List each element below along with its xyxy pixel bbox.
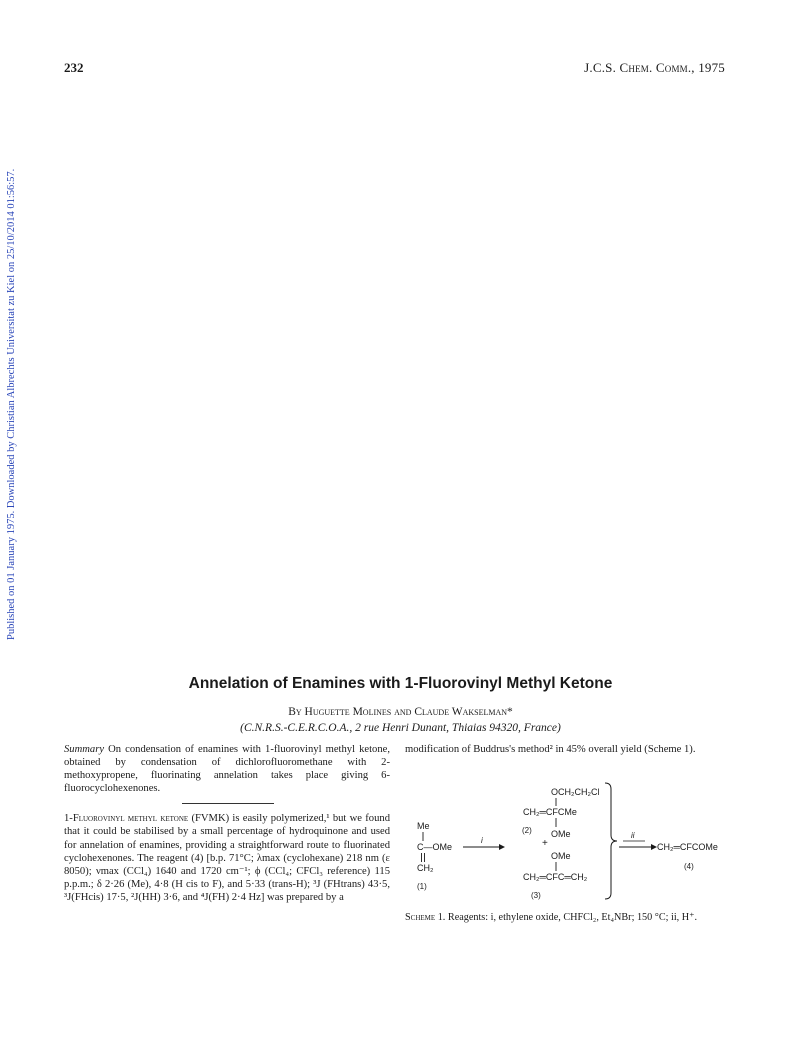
label-ome-2: OMe [551,829,571,839]
left-column [64,743,390,904]
download-notice[interactable]: Published on 01 January 1975. Downloaded by Christian Albrechts Universitat zu Kiel on 25/10/2014 01:56:57. [6,168,17,640]
page-number: 232 [64,60,84,75]
article-authors: By Huguette Molines and Claude Wakselman* [288,706,513,718]
label-compound-4: (4) [684,862,694,871]
label-me: Me [417,821,430,831]
label-ome-3: OMe [551,851,571,861]
summary-label: Summary [64,744,105,755]
body-paragraph: (FVMK) is easily polymerized,¹ but we found that it could be stabilised by a small percentage of hydroquinone and used for annelation of enamines, providing a straightforward route to fluorinated cyclohexenones. The reagent (4) [b.p. 71°C; λmax (cyclohexane) 218 nm (ε 8050); νmax (CCl₄) 1640 and 1720 cm⁻¹; ϕ (CCl₄; CFCl₃ reference) 115 p.p.m.; δ 2·26 (Me), 4·8 (H cis to F), and 5·33 (trans-H); ³J (FHtrans) 43·5, ³J(FHcis) 17·5, ²J(HH) 3·6, and ⁴J(FH) 2·4 Hz] was prepared by a [64,813,390,903]
label-ome-chain: OCH₂CH₂Cl [551,787,600,797]
article-affiliation: (C.N.R.S.-C.E.R.C.O.A., 2 rue Henri Dunant, Thiaias 94320, France) [240,722,561,734]
scheme-caption [405,912,735,925]
label-ch2: CH₂ [417,863,434,873]
body-text [64,812,390,904]
caption-text: Reagents: i, ethylene oxide, CHFCl₂, Et₄NBr; 150 °C; ii, H⁺. [447,912,698,923]
caption-label: Scheme 1. [405,912,446,923]
label-compound-3: (3) [531,891,541,900]
body-lead: 1-Fluorovinyl methyl ketone [64,813,189,825]
label-compound-1: (1) [417,882,427,891]
summary [64,743,390,795]
right-column-text: modification of Buddrus's method² in 45% overall yield (Scheme 1). [405,744,696,755]
summary-text: On condensation of enamines with 1-fluorovinyl methyl ketone, obtained by condensation of dichlorofluoromethane with 2-methoxypropene, fluorinating annelation takes place giving 6-fluorocyclohexenones. [64,744,390,795]
label-ch2-cfcme: CH₂═CFCMe [523,807,577,817]
label-step-ii: ii [631,831,635,840]
label-c-ome: C—OMe [417,842,453,852]
arrow-i-head [499,844,505,850]
grouping-brace [605,783,617,899]
label-step-i: i [481,836,483,845]
journal-header: J.C.S. Chem. Comm., 1975 [584,60,725,75]
label-compound-2: (2) [522,826,532,835]
label-diene: CH₂═CFC═CH₂ [523,872,588,882]
article-title: Annelation of Enamines with 1-Fluorovinyl Methyl Ketone [188,675,613,692]
label-product: CH₂═CFCOMe [657,842,718,852]
summary-divider [182,803,274,804]
reaction-scheme [405,777,735,912]
label-plus: + [542,838,548,849]
scheme-drawing [405,777,735,912]
